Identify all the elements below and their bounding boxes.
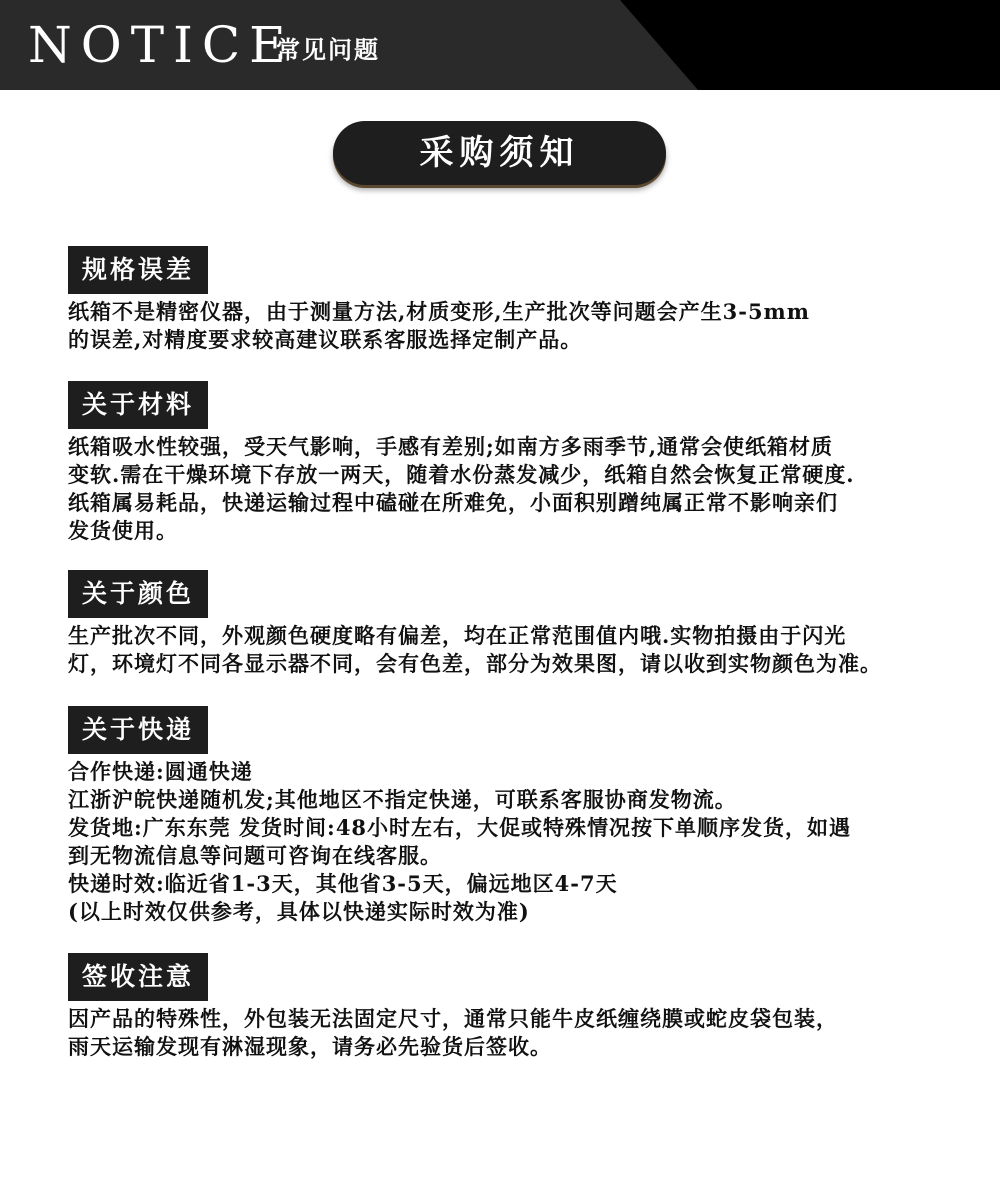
- section-signing: [68, 953, 968, 1061]
- section-color: [68, 570, 968, 678]
- text-line: 纸箱吸水性较强，受天气影响，手感有差别;如南方多雨季节,通常会使纸箱材质: [68, 434, 834, 459]
- text-line: 发货地:广东东莞 发货时间:48小时左右，大促或特殊情况按下单顺序发货，如遇: [68, 815, 852, 840]
- text-line: 江浙沪皖快递随机发;其他地区不指定快递，可联系客服协商发物流。: [68, 787, 737, 812]
- text-line: 变软.需在干燥环境下存放一两天，随着水份蒸发减少，纸箱自然会恢复正常硬度.: [68, 462, 855, 487]
- text-line: 合作快递:圆通快递: [68, 759, 253, 784]
- text-line: 纸箱不是精密仪器，由于测量方法,材质变形,生产批次等问题会产生3-5mm: [68, 299, 810, 324]
- section-heading: 规格误差: [68, 246, 208, 294]
- text-line: 发货使用。: [68, 518, 178, 543]
- text-line: (以上时效仅供参考，具体以快递实际时效为准): [68, 899, 530, 924]
- section-spec-error: [68, 246, 968, 354]
- section-heading: 关于材料: [68, 381, 208, 429]
- text-line: 生产批次不同，外观颜色硬度略有偏差，均在正常范围值内哦.实物拍摄由于闪光: [68, 623, 847, 648]
- section-body: [68, 622, 968, 678]
- text-line: 到无物流信息等问题可咨询在线客服。: [68, 843, 442, 868]
- section-heading: 签收注意: [68, 953, 208, 1001]
- section-body: [68, 298, 968, 354]
- section-body: [68, 1005, 968, 1061]
- text-line: 纸箱属易耗品，快递运输过程中磕碰在所难免，小面积别蹭纯属正常不影响亲们: [68, 490, 838, 515]
- section-heading: 关于颜色: [68, 570, 208, 618]
- section-body: [68, 758, 968, 926]
- header-title: NOTICE: [28, 16, 295, 74]
- header-banner: [0, 0, 1000, 90]
- text-line: 因产品的特殊性，外包装无法固定尺寸，通常只能牛皮纸缠绕膜或蛇皮袋包装，: [68, 1006, 838, 1031]
- section-material: [68, 381, 968, 545]
- text-line: 的误差,对精度要求较高建议联系客服选择定制产品。: [68, 327, 583, 352]
- text-line: 雨天运输发现有淋湿现象，请务必先验货后签收。: [68, 1034, 552, 1059]
- header-dark-wedge: [620, 0, 1000, 90]
- section-heading: 关于快递: [68, 706, 208, 754]
- page-title: 采购须知: [333, 121, 666, 185]
- text-line: 灯，环境灯不同各显示器不同，会有色差，部分为效果图，请以收到实物颜色为准。: [68, 651, 882, 676]
- section-body: [68, 433, 968, 545]
- text-line: 快递时效:临近省1-3天，其他省3-5天，偏远地区4-7天: [68, 871, 618, 896]
- section-delivery: [68, 706, 968, 926]
- header-subtitle: 常见问题: [276, 36, 380, 64]
